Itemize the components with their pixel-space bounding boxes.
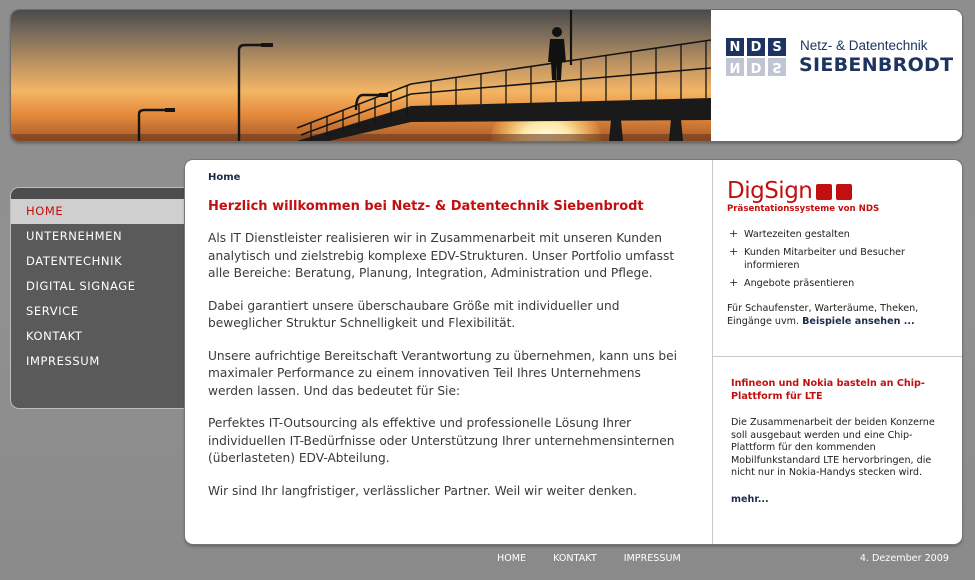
company-name-line2: SIEBENBRODT [799, 54, 954, 76]
digsign-subtitle: Präsentationssysteme von NDS [727, 204, 880, 214]
news-title-link[interactable]: Infineon und Nokia basteln an Chip-Plattform für LTE [731, 378, 925, 402]
main-panel [185, 160, 962, 544]
nds-logo-letter-reflection: S [768, 58, 786, 76]
main-content [185, 160, 712, 544]
list-item: + Wartezeiten gestalten [727, 228, 948, 241]
nav-item-unternehmen[interactable]: UNTERNEHMEN [26, 229, 123, 243]
digsign-description [727, 302, 948, 328]
news-more-link[interactable]: mehr... [731, 493, 769, 505]
news-box [713, 357, 962, 544]
breadcrumb[interactable]: Home [208, 172, 241, 183]
nds-logo-reflection [726, 58, 786, 76]
digsign-square-icon [836, 184, 852, 200]
nav-top-bar [11, 188, 191, 199]
digsign-title: DigSign [727, 178, 813, 204]
list-item: + Angebote präsentieren [727, 277, 948, 290]
nds-logo-letter-reflection: D [747, 58, 765, 76]
logo-area[interactable] [711, 10, 962, 141]
nds-logo-letter-reflection: N [726, 58, 744, 76]
intro-paragraph-2: Dabei garantiert unsere überschaubare Größe mit individueller und beweglicher Struktur Schnelligkeit und Flexibilität. [208, 298, 620, 330]
list-item: + Kunden Mitarbeiter und Besucher informieren [727, 246, 948, 272]
nav-item-kontakt[interactable]: KONTAKT [26, 329, 83, 343]
nds-logo-letter: D [747, 38, 765, 56]
main-navigation [11, 188, 191, 408]
footer-date: 4. Dezember 2009 [859, 553, 949, 564]
nav-item-datentechnik[interactable]: DATENTECHNIK [26, 254, 123, 268]
nav-item-impressum[interactable]: IMPRESSUM [26, 354, 100, 368]
intro-paragraph-3: Unsere aufrichtige Bereitschaft Verantwortung zu übernehmen, kann uns bei maximaler Performance zu einem innovativen Teil Ihres Unternehmens werden lassen. Und das bedeutet für Sie: [208, 348, 678, 398]
digsign-feature-list [727, 228, 948, 290]
nds-logo [726, 38, 786, 56]
nds-logo-letter: S [768, 38, 786, 56]
nds-logo-letter: N [726, 38, 744, 56]
bridge-silhouette [11, 10, 711, 141]
intro-paragraph-4: Perfektes IT-Outsourcing als effektive und professionelle Lösung Ihrer individuellen IT-Bedürfnisse oder Unterstützung Ihrer unternehmensinternen (überlasteten) EDV-Abteilung. [208, 416, 675, 465]
welcome-heading: Herzlich willkommen bei Netz- & Datentechnik Siebenbrodt [208, 199, 644, 214]
header [11, 10, 962, 141]
digsign-square-icon [816, 184, 832, 200]
nav-item-home[interactable]: HOME [11, 199, 191, 224]
examples-link[interactable]: Beispiele ansehen ... [802, 316, 915, 327]
footer-link-home[interactable]: HOME [497, 553, 527, 564]
footer-links [497, 553, 708, 564]
company-name-line1: Netz- & Datentechnik [800, 38, 928, 53]
news-body: Die Zusammenarbeit der beiden Konzerne soll ausgebaut werden und eine Chip-Plattform für den kommenden Mobilfunkstandard LTE hervorbringen, die nicht nur in Nokia-Handys stecken wird. [731, 417, 935, 479]
right-sidebar [713, 160, 962, 544]
nav-item-digital-signage[interactable]: DIGITAL SIGNAGE [26, 279, 136, 293]
intro-paragraph-5: Wir sind Ihr langfristiger, verlässlicher Partner. Weil wir weiter denken. [208, 483, 638, 498]
digsign-box [713, 160, 962, 356]
digsign-logo[interactable] [727, 178, 948, 204]
footer-link-kontakt[interactable]: KONTAKT [553, 553, 597, 564]
footer-link-impressum[interactable]: IMPRESSUM [623, 553, 681, 564]
header-banner-image [11, 10, 711, 141]
intro-paragraph-1: Als IT Dienstleister realisieren wir in Zusammenarbeit mit unseren Kunden analytisch und zielstrebig komplexe EDV-Strukturen. Unser Portfolio umfasst alle Bereiche: Beratung, Planung, Integration, Administration und Pflege. [208, 231, 675, 280]
digsign-description-text: Für Schaufenster, Warteräume, Theken, Eingänge uvm. [727, 303, 919, 327]
nav-item-service[interactable]: SERVICE [26, 304, 79, 318]
